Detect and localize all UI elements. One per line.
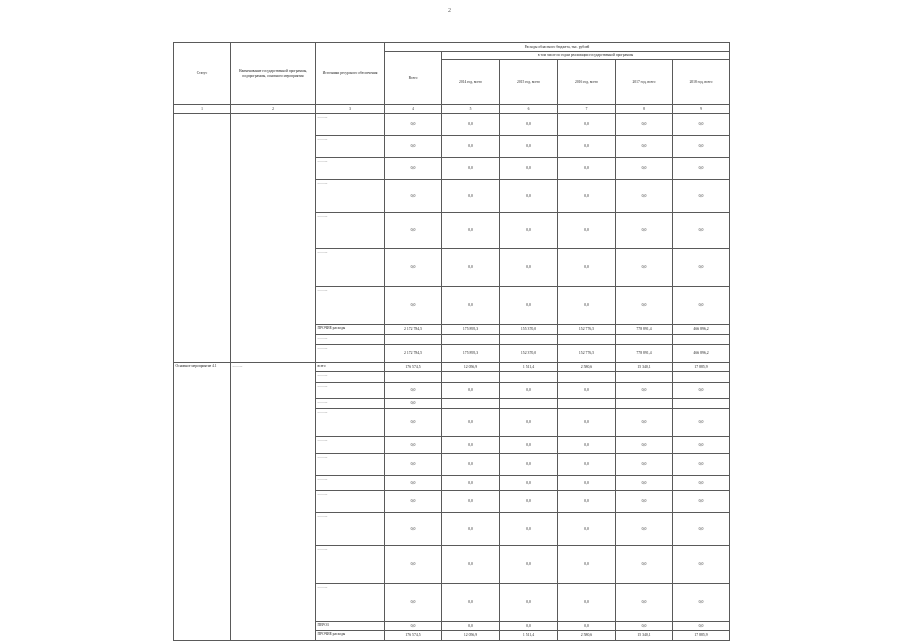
- value-cell: 0,0: [673, 180, 730, 213]
- value-cell: 0,0: [442, 409, 500, 437]
- status-cell: [174, 114, 231, 363]
- value-cell: 152 370,0: [500, 345, 558, 363]
- value-cell: 0,0: [673, 476, 730, 491]
- value-cell: 0,0: [616, 546, 673, 584]
- value-cell: 1 511,4: [500, 363, 558, 372]
- value-cell: 0,0: [500, 213, 558, 249]
- value-cell: [385, 335, 442, 345]
- value-cell: 0,0: [500, 249, 558, 287]
- source-cell: ...........: [316, 287, 385, 325]
- source-cell: ...........: [316, 136, 385, 158]
- value-cell: 0,0: [442, 114, 500, 136]
- value-cell: 0,0: [558, 409, 616, 437]
- value-cell: [558, 372, 616, 383]
- value-cell: [500, 399, 558, 409]
- value-cell: 0,0: [442, 622, 500, 631]
- column-number: 1: [174, 105, 231, 114]
- source-cell: ...........: [316, 372, 385, 383]
- value-cell: 0,0: [385, 249, 442, 287]
- value-cell: 0,0: [385, 437, 442, 454]
- value-cell: 176 574,5: [385, 363, 442, 372]
- value-cell: 0,0: [558, 437, 616, 454]
- value-cell: 0,0: [558, 513, 616, 546]
- value-cell: 0,0: [558, 249, 616, 287]
- value-cell: 0,0: [442, 136, 500, 158]
- value-cell: 0,0: [385, 476, 442, 491]
- header-by-years: в том числе по годам реализации государственной программы: [442, 52, 730, 60]
- value-cell: 0,0: [385, 287, 442, 325]
- value-cell: 0,0: [385, 136, 442, 158]
- source-cell: ...........: [316, 546, 385, 584]
- value-cell: 0,0: [673, 114, 730, 136]
- value-cell: 0,0: [616, 158, 673, 180]
- value-cell: 0,0: [673, 454, 730, 476]
- source-cell: ...........: [316, 335, 385, 345]
- header-year-2015: 2015 год, всего: [500, 60, 558, 105]
- header-year-2018: 2018 год, всего: [673, 60, 730, 105]
- column-numbers-row: [174, 105, 730, 114]
- value-cell: 0,0: [673, 437, 730, 454]
- value-cell: 15 340,1: [616, 631, 673, 641]
- value-cell: 778 891,4: [616, 345, 673, 363]
- value-cell: 0,0: [500, 491, 558, 513]
- column-number: 9: [673, 105, 730, 114]
- column-number: 5: [442, 105, 500, 114]
- value-cell: [442, 335, 500, 345]
- value-cell: 0,0: [558, 114, 616, 136]
- value-cell: 0,0: [616, 114, 673, 136]
- header-total: Всего: [385, 52, 442, 105]
- value-cell: 0,0: [385, 513, 442, 546]
- value-cell: 0,0: [385, 114, 442, 136]
- value-cell: 0,0: [500, 437, 558, 454]
- value-cell: 0,0: [385, 158, 442, 180]
- value-cell: [442, 372, 500, 383]
- value-cell: 0,0: [673, 136, 730, 158]
- value-cell: 0,0: [558, 454, 616, 476]
- value-cell: 0,0: [616, 622, 673, 631]
- value-cell: 0,0: [673, 584, 730, 622]
- value-cell: 0,0: [616, 409, 673, 437]
- value-cell: 466 896,2: [673, 345, 730, 363]
- header-year-2017: 2017 год, всего: [616, 60, 673, 105]
- value-cell: [616, 372, 673, 383]
- value-cell: 176 574,5: [385, 631, 442, 641]
- name-cell: [231, 114, 316, 363]
- value-cell: 0,0: [558, 180, 616, 213]
- value-cell: 0,0: [442, 249, 500, 287]
- value-cell: [616, 399, 673, 409]
- value-cell: 0,0: [616, 454, 673, 476]
- value-cell: 2 580,6: [558, 631, 616, 641]
- header-name: Наименование государственной программы, подпрограммы, основного мероприятия: [231, 43, 316, 105]
- table-row: [174, 363, 730, 372]
- value-cell: 0,0: [673, 622, 730, 631]
- value-cell: 0,0: [500, 584, 558, 622]
- value-cell: 0,0: [385, 213, 442, 249]
- source-cell: ...........: [316, 437, 385, 454]
- value-cell: 0,0: [673, 513, 730, 546]
- value-cell: [673, 335, 730, 345]
- value-cell: 0,0: [500, 513, 558, 546]
- value-cell: 0,0: [673, 409, 730, 437]
- value-cell: 0,0: [673, 383, 730, 399]
- value-cell: 0,0: [673, 249, 730, 287]
- value-cell: 0,0: [500, 287, 558, 325]
- value-cell: 0,0: [558, 491, 616, 513]
- value-cell: 0,0: [442, 584, 500, 622]
- budget-table: [173, 42, 730, 641]
- value-cell: 0,0: [442, 213, 500, 249]
- column-number: 6: [500, 105, 558, 114]
- value-cell: 2 580,6: [558, 363, 616, 372]
- value-cell: 0,0: [500, 158, 558, 180]
- value-cell: 0,0: [385, 383, 442, 399]
- value-cell: 0,0: [442, 180, 500, 213]
- source-cell: ...........: [316, 476, 385, 491]
- value-cell: 466 896,2: [673, 325, 730, 335]
- value-cell: 0,0: [500, 114, 558, 136]
- value-cell: 0,0: [616, 213, 673, 249]
- value-cell: 0,0: [673, 491, 730, 513]
- status-cell: Основное мероприятие 4.1: [174, 363, 231, 641]
- name-cell: ...........: [231, 363, 316, 641]
- source-cell: ...........: [316, 213, 385, 249]
- value-cell: 0,0: [500, 454, 558, 476]
- value-cell: 0,0: [616, 249, 673, 287]
- column-number: 7: [558, 105, 616, 114]
- source-cell: ПЕРОЗ: [316, 622, 385, 631]
- column-number: 2: [231, 105, 316, 114]
- value-cell: 0,0: [442, 437, 500, 454]
- value-cell: 0,0: [616, 136, 673, 158]
- value-cell: 175 895,3: [442, 325, 500, 335]
- value-cell: [673, 399, 730, 409]
- value-cell: 0,0: [673, 546, 730, 584]
- source-cell: ...........: [316, 114, 385, 136]
- value-cell: 0,0: [500, 383, 558, 399]
- value-cell: 0,0: [616, 383, 673, 399]
- header-source: Источники ресурсного обеспечения: [316, 43, 385, 105]
- value-cell: 0,0: [616, 287, 673, 325]
- source-cell: всего: [316, 363, 385, 372]
- source-cell: ...........: [316, 399, 385, 409]
- header-status: Статус: [174, 43, 231, 105]
- value-cell: 0,0: [385, 409, 442, 437]
- table-row: [174, 114, 730, 136]
- value-cell: [673, 372, 730, 383]
- column-number: 8: [616, 105, 673, 114]
- value-cell: 0,0: [558, 546, 616, 584]
- value-cell: 0,0: [385, 454, 442, 476]
- header-year-2016: 2016 год, всего: [558, 60, 616, 105]
- value-cell: 0,0: [558, 622, 616, 631]
- value-cell: 0,0: [558, 383, 616, 399]
- source-cell: ...........: [316, 409, 385, 437]
- source-cell: ...........: [316, 584, 385, 622]
- value-cell: 0,0: [616, 584, 673, 622]
- source-cell: ...........: [316, 491, 385, 513]
- value-cell: 0,0: [616, 437, 673, 454]
- value-cell: 0,0: [385, 546, 442, 584]
- source-cell: ...........: [316, 158, 385, 180]
- value-cell: [442, 399, 500, 409]
- value-cell: 0,0: [385, 491, 442, 513]
- value-cell: [616, 335, 673, 345]
- header-year-2014: 2014 год, всего: [442, 60, 500, 105]
- value-cell: 778 891,4: [616, 325, 673, 335]
- value-cell: [500, 372, 558, 383]
- value-cell: 17 885,9: [673, 363, 730, 372]
- value-cell: 1 511,4: [500, 631, 558, 641]
- value-cell: 2 172 784,5: [385, 325, 442, 335]
- value-cell: [558, 335, 616, 345]
- value-cell: 0,0: [558, 287, 616, 325]
- value-cell: [500, 335, 558, 345]
- value-cell: 2 172 784,5: [385, 345, 442, 363]
- source-cell: ...........: [316, 513, 385, 546]
- source-cell: ...........: [316, 454, 385, 476]
- source-cell: ...........: [316, 180, 385, 213]
- value-cell: 0,0: [673, 287, 730, 325]
- value-cell: 12 056,9: [442, 363, 500, 372]
- source-cell: ПРОЧИЕ расходы: [316, 631, 385, 641]
- value-cell: 0,0: [442, 546, 500, 584]
- column-number: 3: [316, 105, 385, 114]
- header-expenses-title: Расходы областного бюджета, тыс. рублей: [385, 43, 730, 52]
- value-cell: 0,0: [500, 622, 558, 631]
- value-cell: 12 056,9: [442, 631, 500, 641]
- value-cell: 0,0: [673, 158, 730, 180]
- value-cell: 0,0: [558, 136, 616, 158]
- source-cell: ...........: [316, 249, 385, 287]
- value-cell: 0,0: [385, 622, 442, 631]
- column-number: 4: [385, 105, 442, 114]
- page-number: 2: [448, 8, 451, 14]
- value-cell: 155 370,0: [500, 325, 558, 335]
- value-cell: 152 776,5: [558, 325, 616, 335]
- value-cell: 0,0: [385, 399, 442, 409]
- value-cell: 0,0: [442, 383, 500, 399]
- value-cell: [385, 372, 442, 383]
- value-cell: 0,0: [500, 409, 558, 437]
- value-cell: 17 885,9: [673, 631, 730, 641]
- value-cell: 0,0: [616, 513, 673, 546]
- source-cell: ПРОЧИЕ расходы: [316, 325, 385, 335]
- value-cell: 0,0: [385, 584, 442, 622]
- source-cell: ...........: [316, 383, 385, 399]
- value-cell: 0,0: [616, 476, 673, 491]
- value-cell: 0,0: [500, 546, 558, 584]
- value-cell: 0,0: [385, 180, 442, 213]
- value-cell: 0,0: [500, 476, 558, 491]
- value-cell: 0,0: [442, 454, 500, 476]
- value-cell: 0,0: [442, 491, 500, 513]
- value-cell: 0,0: [558, 158, 616, 180]
- value-cell: 0,0: [673, 213, 730, 249]
- value-cell: 0,0: [500, 136, 558, 158]
- value-cell: 0,0: [558, 213, 616, 249]
- value-cell: 0,0: [442, 476, 500, 491]
- value-cell: 152 776,5: [558, 345, 616, 363]
- value-cell: 0,0: [500, 180, 558, 213]
- value-cell: 0,0: [616, 491, 673, 513]
- value-cell: 0,0: [558, 584, 616, 622]
- value-cell: 0,0: [558, 476, 616, 491]
- value-cell: 0,0: [442, 158, 500, 180]
- value-cell: [558, 399, 616, 409]
- value-cell: 0,0: [442, 287, 500, 325]
- value-cell: 0,0: [442, 513, 500, 546]
- value-cell: 0,0: [616, 180, 673, 213]
- value-cell: 15 340,1: [616, 363, 673, 372]
- source-cell: ...........: [316, 345, 385, 363]
- value-cell: 175 895,3: [442, 345, 500, 363]
